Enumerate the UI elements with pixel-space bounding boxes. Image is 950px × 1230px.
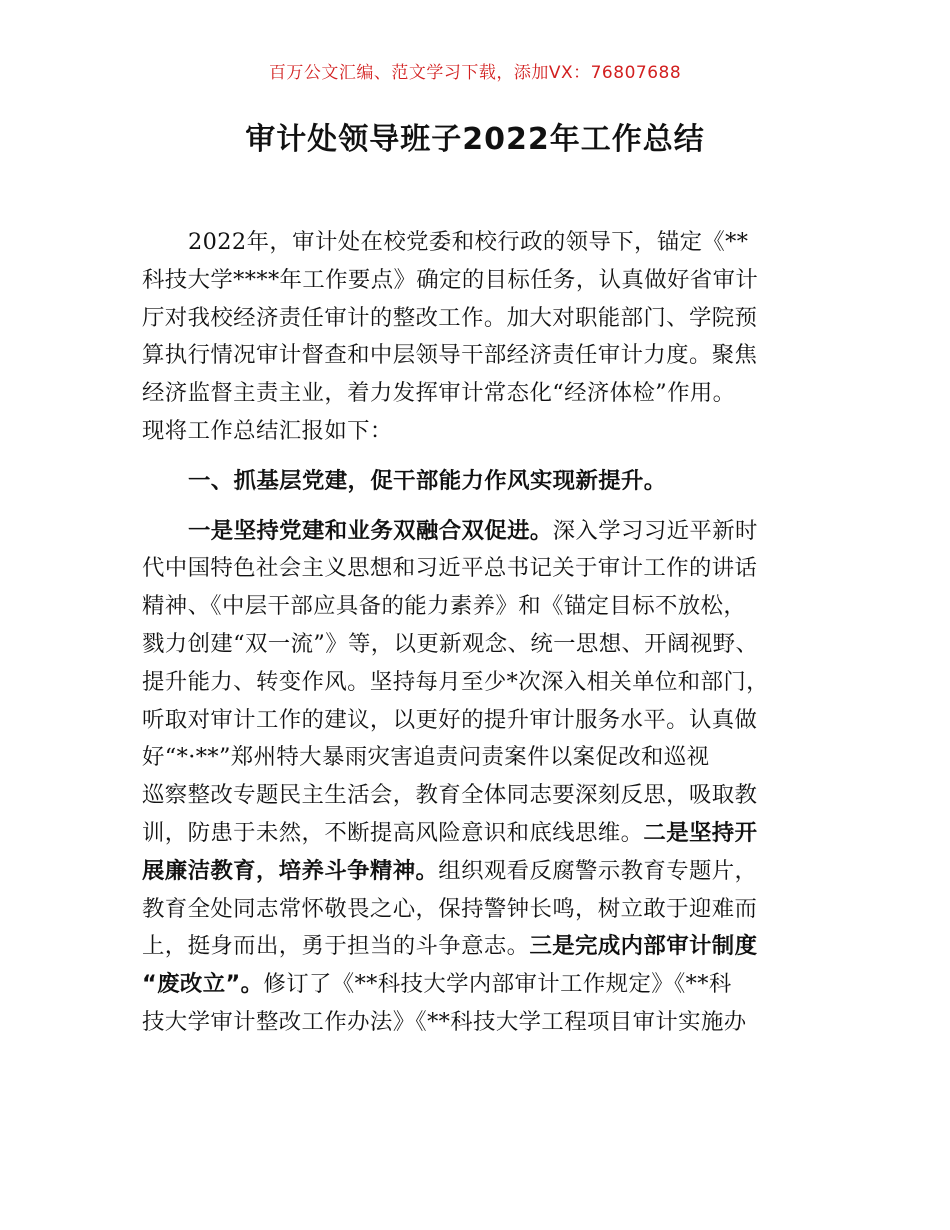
body-line: 精神、《中层干部应具备的能力素养》和《锚定目标不放松，	[142, 593, 747, 620]
body-text: 上，挺身而出，勇于担当的斗争意志。	[142, 933, 530, 960]
body-text: 组织观看反腐警示教育专题片，	[438, 857, 758, 884]
body-text: 深入学习习近平新时	[552, 517, 758, 544]
bold-lead: “废改立”。	[142, 971, 264, 998]
document-body	[142, 224, 822, 1042]
body-line	[142, 966, 822, 1004]
section-heading: 一、抓基层党建，促干部能力作风实现新提升。	[188, 467, 667, 494]
bold-lead: 三是完成内部审计制度	[529, 933, 758, 960]
body-line	[142, 513, 822, 551]
body-line: 2022年，审计处在校党委和校行政的领导下，锚定《**	[188, 229, 749, 255]
body-line: 教育全处同志常怀敬畏之心，保持警钟长鸣，树立敢于迎难而	[142, 895, 758, 922]
body-line: 厅对我校经济责任审计的整改工作。加大对职能部门、学院预	[142, 304, 758, 331]
body-line	[142, 853, 822, 891]
document-title: 审计处领导班子2022年工作总结	[245, 122, 705, 157]
body-line: 代中国特色社会主义思想和习近平总书记关于审计工作的讲话	[142, 555, 758, 582]
body-line: 好“*·**”郑州特大暴雨灾害追责问责案件以案促改和巡视	[142, 744, 710, 771]
body-line	[142, 815, 822, 853]
body-line: 经济监督主责主业，着力发挥审计常态化“经济体检”作用。	[142, 380, 736, 407]
bold-lead: 一是坚持党建和业务双融合双促进。	[188, 517, 553, 544]
body-line: 技大学审计整改工作办法》《**科技大学工程项目审计实施办	[142, 1008, 747, 1035]
header-note: 百万公文汇编、范文学习下载，添加VX：76807688	[268, 63, 682, 83]
body-line: 听取对审计工作的建议，以更好的提升审计服务水平。认真做	[142, 706, 758, 733]
body-text: 修订了《**科技大学内部审计工作规定》《**科	[263, 971, 732, 998]
bold-lead: 二是坚持开	[643, 819, 758, 846]
body-line: 提升能力、转变作风。坚持每月至少*次深入相关单位和部门，	[142, 668, 769, 695]
bold-lead: 展廉洁教育，培养斗争精神。	[142, 857, 439, 884]
body-line: 科技大学****年工作要点》确定的目标任务，认真做好省审计	[142, 266, 759, 293]
body-line	[142, 928, 822, 966]
body-line: 巡察整改专题民主生活会，教育全体同志要深刻反思，吸取教	[142, 782, 758, 809]
body-line: 算执行情况审计督查和中层领导干部经济责任审计力度。聚焦	[142, 342, 758, 369]
body-text: 训，防患于未然，不断提高风险意识和底线思维。	[142, 819, 644, 846]
body-line: 现将工作总结汇报如下：	[142, 417, 393, 444]
body-line: 戮力创建“双一流”》等，以更新观念、统一思想、开阔视野、	[142, 630, 759, 657]
